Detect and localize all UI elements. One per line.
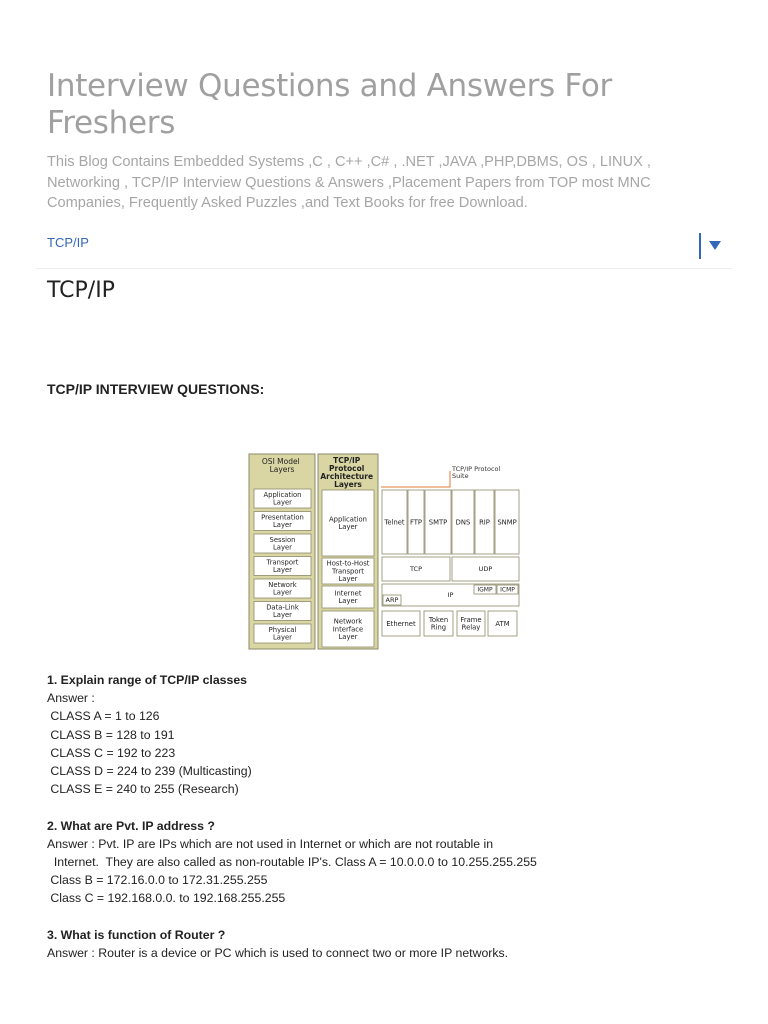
protocol-net — [382, 611, 420, 636]
osi-layer — [254, 579, 311, 598]
osi-layer-label: Physical Layer — [268, 626, 297, 642]
tcpip-header: TCP/IP Protocol Architecture Layers — [320, 456, 374, 489]
protocol-udp-label: UDP — [478, 565, 493, 574]
protocol-net — [424, 611, 453, 636]
osi-layer-label: Session Layer — [269, 536, 296, 552]
blog-title[interactable]: Interview Questions and Answers For Freshers — [47, 68, 612, 141]
protocol-tcp-label: TCP — [409, 565, 423, 574]
protocol-net-label: Ethernet — [386, 619, 416, 628]
answer-line: Internet. They are also called as non-routable IP's. Class A = 10.0.0.0 to 10.255.255.255 — [47, 855, 537, 870]
tcpip-layer-list — [322, 490, 374, 647]
paragraph-gap — [47, 908, 747, 926]
answer-line: CLASS C = 192 to 223 — [47, 745, 176, 760]
section-heading: TCP/IP INTERVIEW QUESTIONS: — [47, 381, 265, 397]
protocol-app — [495, 490, 519, 554]
nav-separator — [699, 233, 701, 259]
osi-layer — [254, 557, 311, 576]
tcpip-layer-label: Internet Layer — [334, 589, 362, 606]
protocol-ip-label: IP — [447, 591, 454, 600]
protocol-arp-label: ARP — [385, 596, 399, 605]
answer-line: CLASS D = 224 to 239 (Multicasting) — [47, 764, 252, 779]
protocol-app-label: Telnet — [384, 518, 405, 527]
protocol-net-label: Token Ring — [428, 616, 449, 632]
protocol-net — [457, 611, 485, 636]
protocol-app-label: SMTP — [428, 518, 448, 527]
tcpip-layer — [322, 611, 374, 647]
question-heading: 3. What is function of Router ? — [47, 927, 226, 942]
protocol-igmp — [474, 585, 496, 594]
osi-layer — [254, 624, 311, 643]
answer-line: Answer : — [47, 691, 95, 706]
answer-line: CLASS B = 128 to 191 — [47, 727, 175, 742]
protocol-icmp-label: ICMP — [500, 586, 515, 594]
paragraph-gap — [47, 798, 747, 816]
protocol-net-label: ATM — [495, 619, 510, 628]
tcpip-layer-label: Application Layer — [329, 515, 367, 532]
tcpip-osi-diagram — [248, 453, 522, 650]
suite-label: TCP/IP Protocol Suite — [452, 465, 501, 480]
protocol-app — [382, 490, 407, 554]
tcpip-layer-label: Network Interface Layer — [332, 617, 364, 641]
protocol-igmp-label: IGMP — [477, 586, 493, 594]
protocol-app — [408, 490, 424, 554]
answer-line: Answer : Pvt. IP are IPs which are not used in Internet or which are not routable in — [47, 836, 494, 851]
protocol-app — [425, 490, 451, 554]
osi-layer-label: Presentation Layer — [261, 513, 304, 530]
osi-layer-label: Transport Layer — [266, 558, 299, 575]
protocol-udp — [452, 557, 519, 581]
protocol-app-label: SNMP — [497, 518, 517, 527]
osi-layer-label: Application Layer — [263, 491, 302, 507]
protocol-app-label: DNS — [455, 518, 471, 527]
answer-line: CLASS E = 240 to 255 (Research) — [47, 782, 239, 797]
osi-layer-label: Network Layer — [268, 581, 297, 597]
protocol-app — [475, 490, 494, 554]
osi-layer — [254, 602, 311, 621]
tcpip-layer-label: Host-to-Host Transport Layer — [326, 559, 370, 583]
osi-layer-label: Data-Link Layer — [266, 603, 299, 620]
protocol-tcp — [382, 557, 450, 581]
protocol-icmp — [497, 585, 518, 594]
suite-bracket — [381, 471, 450, 487]
protocol-app-label: RIP — [479, 518, 490, 527]
post-body — [47, 671, 747, 962]
osi-layer — [254, 489, 311, 508]
nav-link-tcpip[interactable]: TCP/IP — [47, 235, 89, 250]
blog-description: This Blog Contains Embedded Systems ,C , C++ ,C# , .NET ,JAVA ,PHP,DBMS, OS , LINUX , Networking , TCP/IP Interview Questions & Answers ,Placement Papers from TOP most MNC Companies, Frequently Asked Puzzles ,and Text Books for free Download. — [47, 154, 651, 211]
answer-line: Class C = 192.168.0.0. to 192.168.255.255 — [47, 891, 286, 906]
post-title: TCP/IP — [47, 278, 115, 303]
answer-line: CLASS A = 1 to 126 — [47, 709, 160, 724]
protocol-net-label: Frame Relay — [460, 616, 482, 632]
answer-line: Class B = 172.16.0.0 to 172.31.255.255 — [47, 873, 268, 888]
protocol-app-label: FTP — [409, 518, 423, 527]
tcpip-layer — [322, 558, 374, 584]
protocol-arp — [383, 595, 401, 605]
osi-header: OSI Model Layers — [261, 457, 300, 474]
tcpip-layer — [322, 586, 374, 608]
triangle-down-icon[interactable] — [709, 241, 721, 250]
nav-divider — [36, 268, 732, 269]
tcpip-layer — [322, 490, 374, 556]
protocol-net — [488, 611, 517, 636]
protocol-suite — [382, 490, 519, 636]
answer-line: Answer : Router is a device or PC which is used to connect two or more IP networks. — [47, 946, 509, 961]
osi-layer — [254, 512, 311, 531]
osi-layer — [254, 534, 311, 553]
question-heading: 1. Explain range of TCP/IP classes — [47, 673, 248, 687]
protocol-app — [452, 490, 474, 554]
question-heading: 2. What are Pvt. IP address ? — [47, 818, 215, 833]
osi-layer-list — [254, 489, 311, 643]
